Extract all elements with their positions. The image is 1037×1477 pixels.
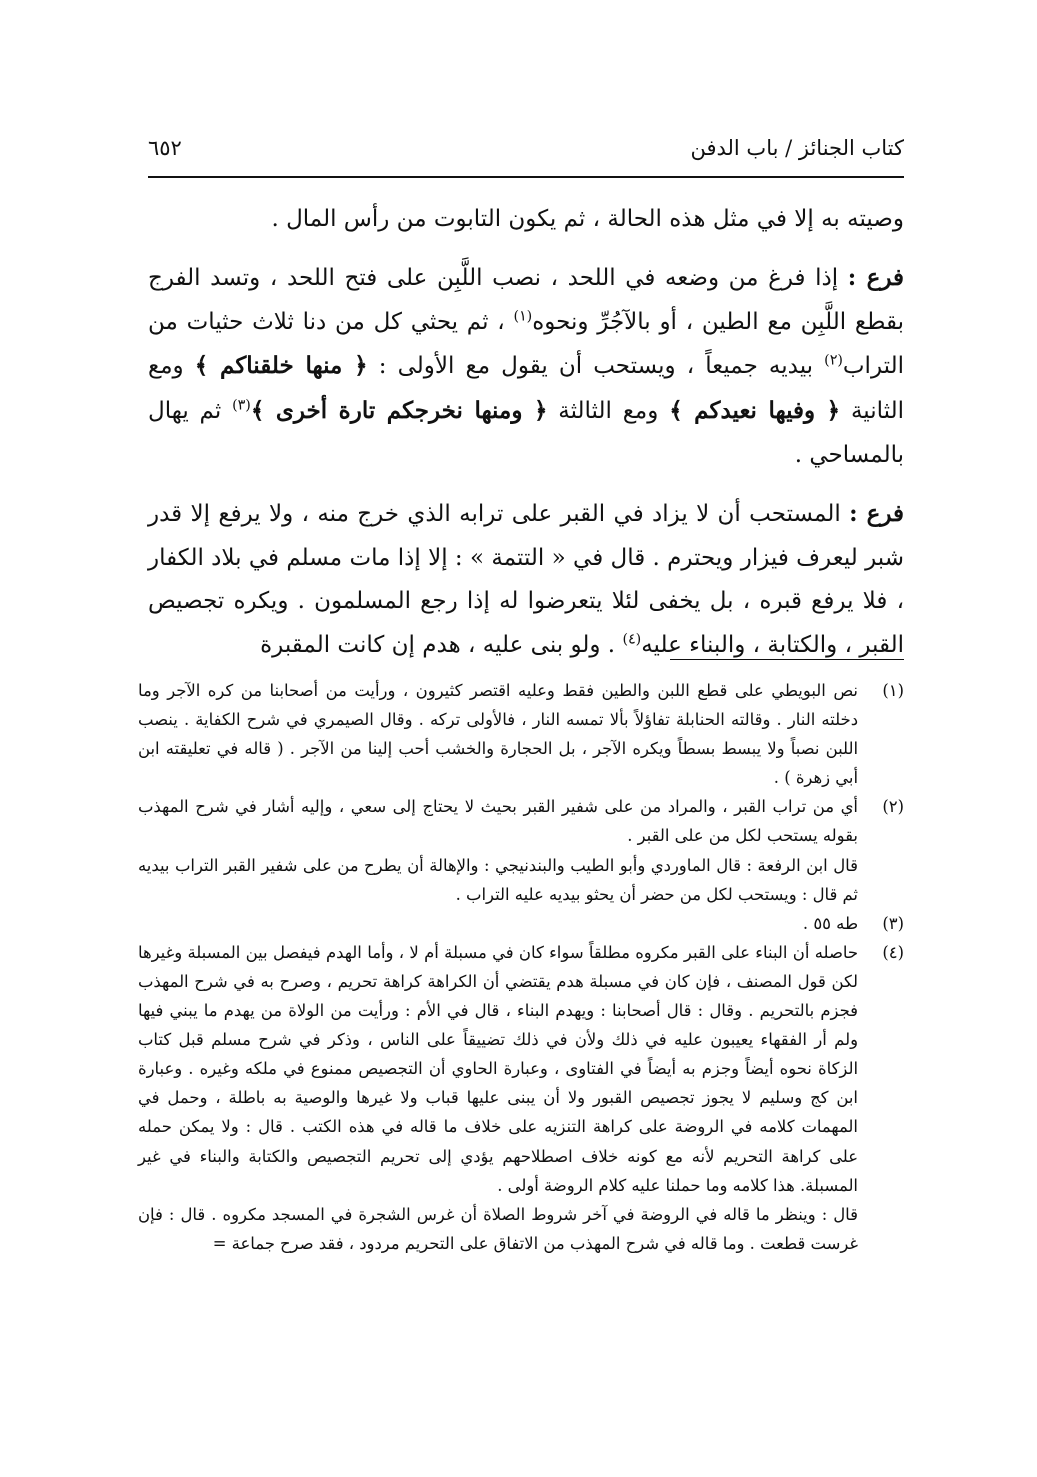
paragraph-text: ومع الثانية	[148, 353, 904, 425]
section-lead: فرع :	[849, 499, 905, 527]
quran-quote: ﴿ منها خلقناكم ﴾	[194, 352, 368, 380]
footnote-body	[138, 909, 858, 938]
footnote-text: نص البويطي على قطع اللبن والطين فقط وعليه اقتصر كثيرون ، ورأيت من أصحابنا من كره الآجر وما دخلته النار . وقالته الحنابلة تفاؤلاً بألا تمسه النار ، فالأولى تركه . وقال الصيمري في شرح الكفاية . ينصب اللبن نصباً ولا يبسط بسطاً ويكره الآجر ، بل الحجارة والخشب أحب إلينا من الآجر . ( قاله في تعليقته ابن أبي زهرة ) .	[138, 681, 858, 788]
footnote-ref: (٤)	[622, 631, 642, 648]
footnote-number: (٤)	[882, 942, 904, 962]
paragraph-far-grave	[148, 492, 904, 668]
footnote-ref: (٢)	[824, 352, 843, 369]
paragraph-text: ، ثم يحثي كل من دنا ثلاث حثيات من التراب	[148, 308, 904, 380]
paragraph-text: المستحب أن لا يزاد في القبر على ترابه الذي خرج منه ، ولا يرفع إلا قدر شبر ليعرف فيزار ويحترم . قال في « التتمة » : إلا إذا مات مسلم في بلاد الكفار ، فلا يرفع قبره ، بل يخفى لئلا يتعرضوا له إذا رجع المسلمون . ويكره تجصيص القبر ، والكتابة ، والبناء عليه	[148, 500, 904, 659]
footnote-body	[138, 792, 858, 908]
footnote-text: حاصله أن البناء على القبر مكروه مطلقاً سواء كان في مسبلة أم لا ، وأما الهدم فيفصل بين المسبلة وغيرها لكن قول المصنف ، فإن كان في مسبلة هدم يقتضي أن الكراهة كراهة تحريم ، وصرح به في شرح المهذب فجزم بالتحريم . وقال : قال أصحابنا : ويهدم البناء ، قال في الأم : ورأيت من الولاة من يهدم ما يبني فيها ولم أر الفقهاء يعيبون عليه في ذلك ولأن في ذلك تضييقاً على الناس ، وذكر في شرح مسلم قبل كتاب الزكاة نحوه أيضاً وجزم به أيضاً في الفتاوى ، وعبارة الحاوي أن التجصيص ممنوع في ملكه وغيره . وعبارة ابن كج وسليم لا يجوز تجصيص القبور ولا أن يبنى عليها قباب ولا غيرها والوصية به باطلة ، وحمل في المهمات كلامه في الروضة على كراهة التنزيه على خلاف ما قاله في هذه الكتب . قال : ولا يمكن حمله على كراهة التحريم لأنه مع كونه خلاف اصطلاحهم يؤدي إلى تحريم التجصيص والكتابة والبناء في غير المسبلة. هذا كلامه وما حملنا عليه كلام الروضة أولى .	[138, 942, 859, 1195]
quran-quote: ﴿ وفيها نعيدكم ﴾	[669, 397, 841, 425]
footnote-3	[138, 909, 904, 938]
paragraph-text: . ولو بنى عليه ، هدم إن كانت المقبرة	[260, 632, 623, 659]
footnote-text: أي من تراب القبر ، والمراد من على شفير القبر بحيث لا يحتاج إلى سعي ، وإليه أشار في شرح المهذب بقوله يستحب لكل من على القبر .	[138, 797, 858, 846]
footnote-text: قال ابن الرفعة : قال الماوردي وأبو الطيب والبندنيجي : والإهالة أن يطرح من على شفير القبر التراب بيديه ثم قال : ويستحب لكل من حضر أن يحثو بيديه عليه التراب .	[138, 855, 858, 904]
paragraph-continuation: وصيته به إلا في مثل هذه الحالة ، ثم يكون التابوت من رأس المال .	[271, 206, 904, 232]
quran-quote: ﴿ ومنها نخرجكم تارة أخرى ﴾	[250, 397, 548, 425]
running-title: كتاب الجنائز / باب الدفن	[690, 136, 904, 160]
page-header	[148, 130, 904, 174]
footnote-text: قال : وينظر ما قاله في الروضة في آخر شروط الصلاة أن غرس الشجرة في المسجد مكروه . قال : فإن غرست قطعت . وما قاله في شرح المهذب من الاتفاق على التحريم مردود ، فقد صرح جماعة =	[138, 1204, 858, 1253]
page-number: ٦٥٢	[148, 136, 182, 160]
footnote-ref: (١)	[513, 307, 533, 324]
paragraph-text: إذا فرغ من وضعه في اللحد ، نصب اللَّبِن على فتح اللحد ، وتسد الفرج بقطع اللَّبِن مع الطين ، أو بالآجُرِّ ونحوه	[148, 264, 904, 335]
footnote-4	[138, 938, 904, 1258]
footnote-number: (٣)	[882, 913, 904, 933]
footnote-separator	[670, 659, 904, 660]
paragraph-text: ومع الثالثة	[547, 398, 670, 425]
paragraph-far-burial	[148, 256, 904, 478]
footnotes	[138, 676, 904, 1258]
footnote-2	[138, 792, 904, 908]
footnote-text: طه ٥٥ .	[802, 913, 858, 933]
section-lead: فرع :	[847, 263, 905, 291]
footnote-number: (٢)	[882, 797, 904, 817]
paragraph-text: بيديه جميعاً ، ويستحب أن يقول مع الأولى :	[367, 353, 825, 380]
footnote-1	[138, 676, 904, 792]
footnote-body	[138, 938, 858, 1258]
footnote-body	[138, 676, 858, 792]
paragraph-text: ثم يهال بالمساحي .	[148, 398, 904, 468]
footnote-number: (١)	[882, 681, 904, 700]
main-text	[148, 198, 904, 668]
footnote-ref: (٣)	[232, 397, 251, 414]
header-rule	[148, 176, 904, 178]
